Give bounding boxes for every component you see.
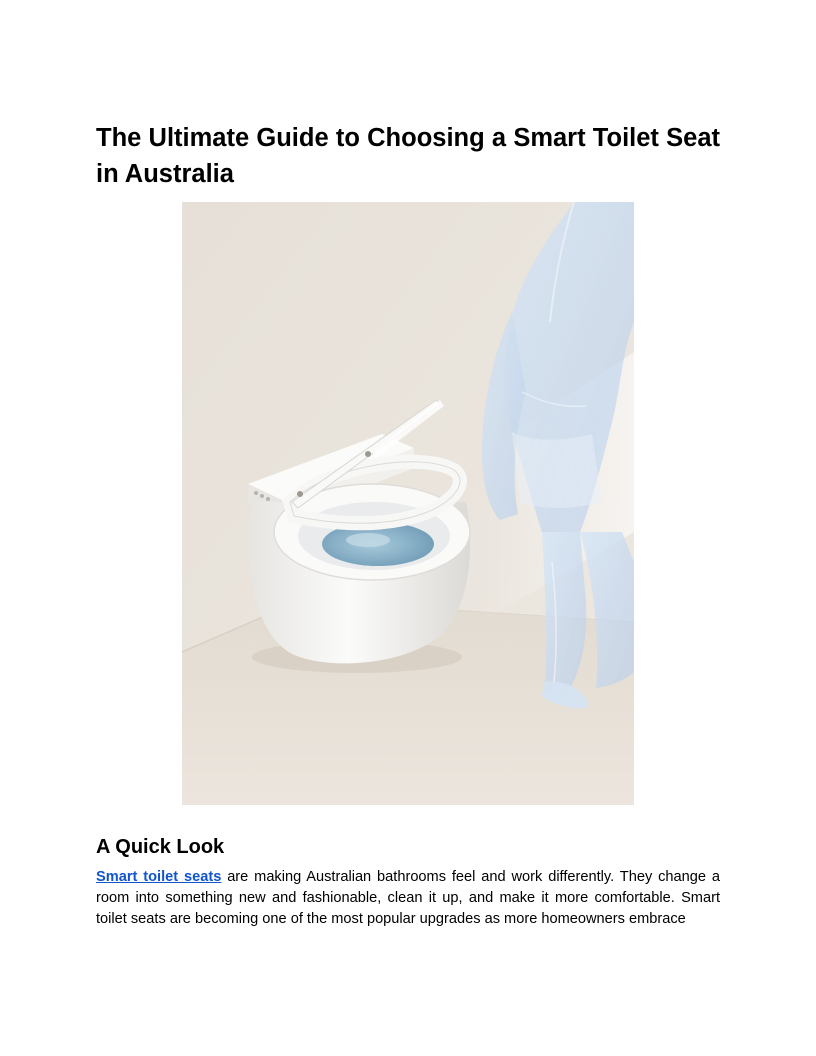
hero-image <box>182 202 634 805</box>
smart-toilet-illustration-icon <box>182 202 634 805</box>
section-heading-quick-look: A Quick Look <box>96 836 225 858</box>
document-page <box>96 120 720 930</box>
paragraph-text: are making Australian bathrooms feel and work differently. They change a room into something new and fashionable, clean it up, and make it more comfortable. Smart toilet seats are becoming one of the most popular upgrades as more homeowners embrace <box>96 869 720 927</box>
smart-toilet-seats-link[interactable]: Smart toilet seats <box>96 869 222 885</box>
page-title: The Ultimate Guide to Choosing a Smart Toilet Seat in Australia <box>96 124 720 188</box>
section-paragraph <box>96 867 720 930</box>
